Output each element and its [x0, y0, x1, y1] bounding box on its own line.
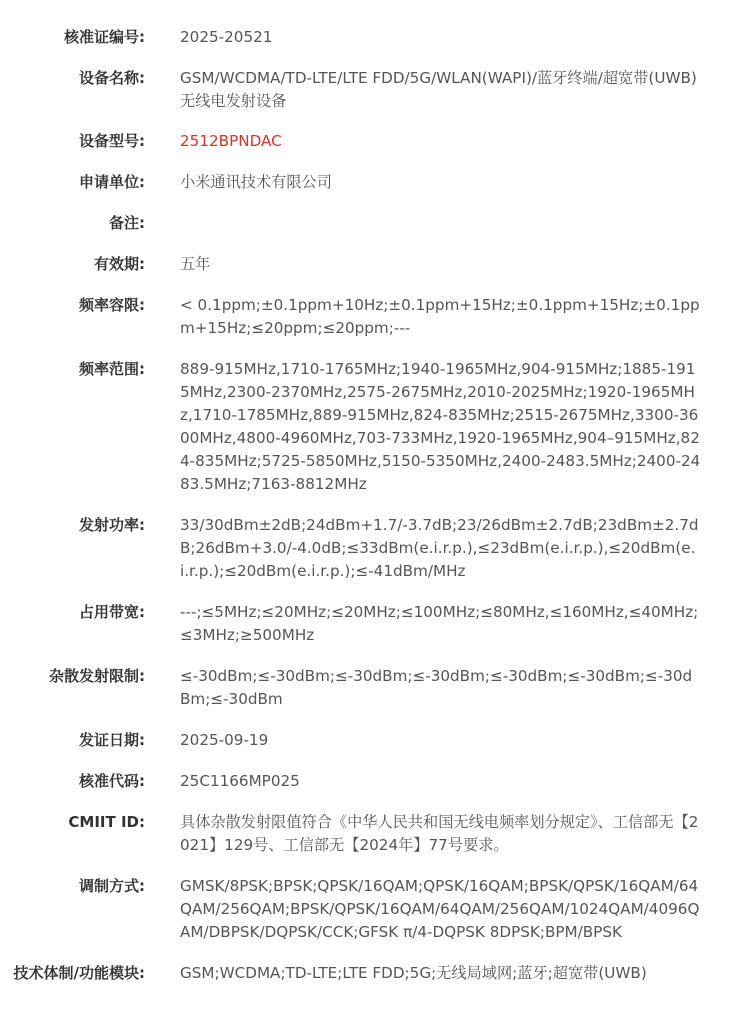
device-name-label: 设备名称: [79, 69, 145, 87]
frequency-range-label: 频率范围: [79, 360, 145, 378]
row-validity [0, 253, 753, 276]
remarks-label: 备注: [109, 214, 145, 232]
frequency-range-value: 889-915MHz,1710-1765MHz;1940-1965MHz,904-915MHz;1885-1915MHz,2300-2370MHz,2575-2675MHz,2010-2025MHz;1920-1965MHz,1710-1785MHz,889-915MHz,824-835MHz;2515-2675MHz,3300-3600MHz,4800-4960MHz,703-733MHz,1920-1965MHz,904–915MHz,824-835MHz;5725-5850MHz,5150-5350MHz,2400-2483.5MHz;2400-2483.5MHz;7163-8812MHz [180, 360, 701, 493]
row-technology-modules [0, 962, 753, 985]
frequency-tolerance-value: < 0.1ppm;±0.1ppm+10Hz;±0.1ppm+15Hz;±0.1ppm+15Hz;±0.1ppm+15Hz;≤20ppm;≤20ppm;--- [180, 296, 700, 337]
row-issue-date [0, 729, 753, 752]
row-occupied-bandwidth [0, 601, 753, 647]
validity-value: 五年 [180, 255, 211, 273]
approval-number-label: 核准证编号: [64, 28, 145, 46]
validity-label: 有效期: [94, 255, 145, 273]
cmiit-id-value: 具体杂散发射限值符合《中华人民共和国无线电频率划分规定》、工信部无【2021】129号、工信部无【2024年】77号要求。 [180, 813, 699, 854]
row-frequency-tolerance [0, 294, 753, 340]
row-device-name [0, 67, 753, 113]
row-device-model [0, 130, 753, 153]
frequency-tolerance-label: 频率容限: [79, 296, 145, 314]
approval-code-value: 25C1166MP025 [180, 772, 300, 790]
row-remarks [0, 212, 753, 235]
row-approval-code [0, 770, 753, 793]
modulation-value: GMSK/8PSK;BPSK;QPSK/16QAM;QPSK/16QAM;BPSK/QPSK/16QAM/64QAM/256QAM;BPSK/QPSK/16QAM/64QAM/256QAM/1024QAM/4096QAM/DBPSK/DQPSK/CCK;GFSK π/4-DQPSK 8DPSK;BPM/BPSK [180, 877, 700, 941]
transmit-power-label: 发射功率: [79, 516, 145, 534]
row-applicant [0, 171, 753, 194]
issue-date-value: 2025-09-19 [180, 731, 269, 749]
device-model-label: 设备型号: [79, 132, 145, 150]
device-model-value: 2512BPNDAC [180, 132, 282, 150]
transmit-power-value: 33/30dBm±2dB;24dBm+1.7/-3.7dB;23/26dBm±2.7dB;23dBm±2.7dB;26dBm+3.0/-4.0dB;≤33dBm(e.i.r.p.),≤23dBm(e.i.r.p.),≤20dBm(e.i.r.p.);≤20dBm(e.i.r.p.);≤-41dBm/MHz [180, 516, 699, 580]
applicant-value: 小米通讯技术有限公司 [180, 173, 332, 191]
cmiit-id-label: CMIIT ID: [68, 813, 145, 831]
issue-date-label: 发证日期: [79, 731, 145, 749]
row-spurious-emission [0, 665, 753, 711]
occupied-bandwidth-label: 占用带宽: [79, 603, 145, 621]
approval-code-label: 核准代码: [79, 772, 145, 790]
row-approval-number [0, 26, 753, 49]
spurious-emission-label: 杂散发射限制: [49, 667, 145, 685]
occupied-bandwidth-value: ---;≤5MHz;≤20MHz;≤20MHz;≤100MHz;≤80MHz,≤160MHz,≤40MHz;≤3MHz;≥500MHz [180, 603, 699, 644]
technology-modules-value: GSM;WCDMA;TD-LTE;LTE FDD;5G;无线局域网;蓝牙;超宽带(UWB) [180, 964, 647, 982]
row-transmit-power [0, 514, 753, 583]
row-cmiit-id [0, 811, 753, 857]
technology-modules-label: 技术体制/功能模块: [13, 964, 145, 982]
applicant-label: 申请单位: [79, 173, 145, 191]
approval-number-value: 2025-20521 [180, 28, 273, 46]
row-modulation [0, 875, 753, 944]
device-name-value: GSM/WCDMA/TD-LTE/LTE FDD/5G/WLAN(WAPI)/蓝牙终端/超宽带(UWB)无线电发射设备 [180, 69, 697, 110]
row-frequency-range [0, 358, 753, 496]
modulation-label: 调制方式: [79, 877, 145, 895]
spurious-emission-value: ≤-30dBm;≤-30dBm;≤-30dBm;≤-30dBm;≤-30dBm;≤-30dBm;≤-30dBm;≤-30dBm [180, 667, 693, 708]
